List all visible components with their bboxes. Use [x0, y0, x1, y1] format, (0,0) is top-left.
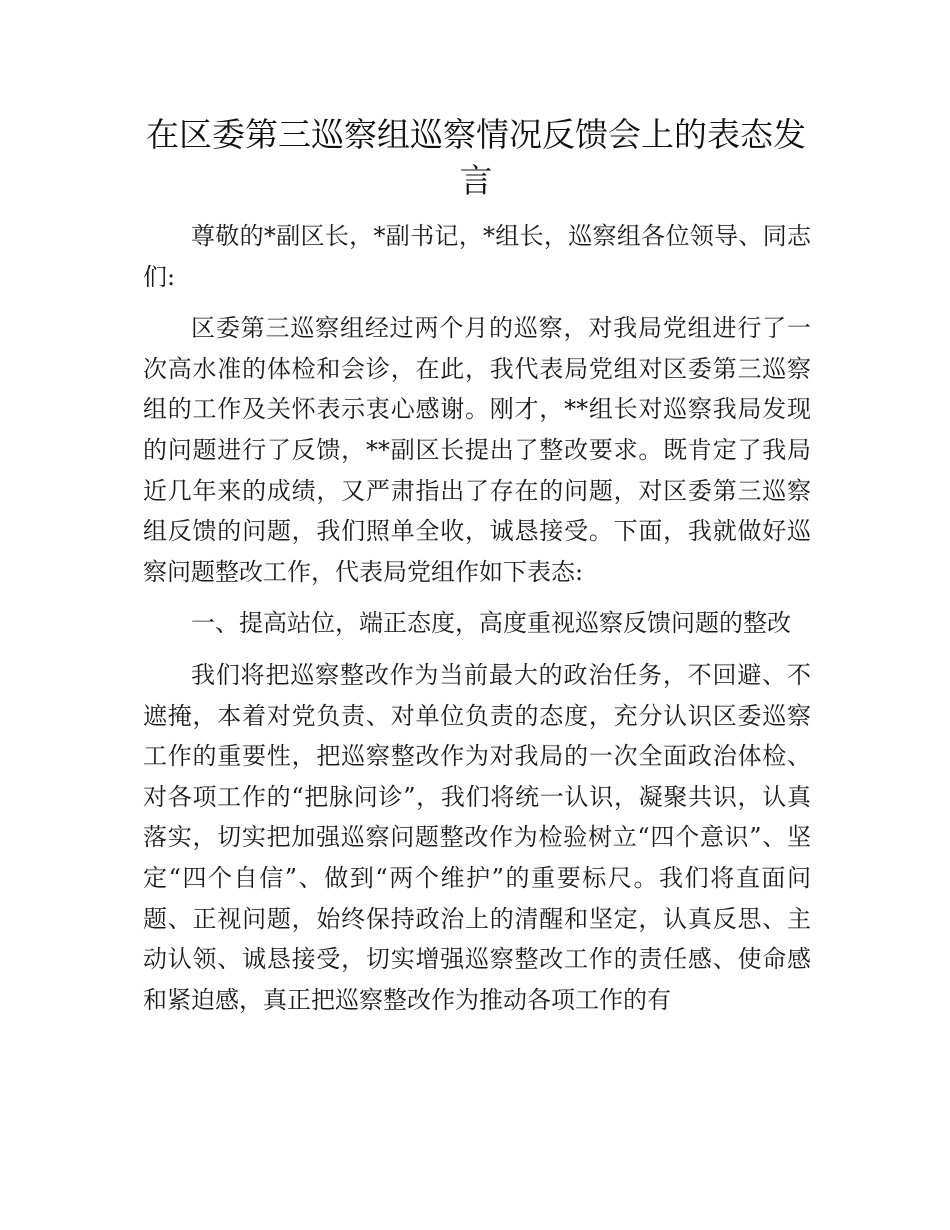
section-body-paragraph: 我们将把巡察整改作为当前最大的政治任务，不回避、不遮掩，本着对党负责、对单位负责的态度，充分认识区委巡察工作的重要性，把巡察整改作为对我局的一次全面政治体检、对各项工作的“把脉问诊”，我们将统一认识，凝聚共识，认真落实，切实把加强巡察问题整改作为检验树立“四个意识”、坚定“四个自信”、做到“两个维护”的重要标尺。我们将直面问题、正视问题，始终保持政治上的清醒和坚定，认真反思、主动认领、诚恳接受，切实增强巡察整改工作的责任感、使命感和紧迫感，真正把巡察整改作为推动各项工作的有 — [143, 660, 811, 1014]
section-heading: 一、提高站位，端正态度，高度重视巡察反馈问题的整改 — [191, 609, 791, 638]
intro-paragraph: 区委第三巡察组经过两个月的巡察，对我局党组进行了一次高水准的体检和会诊，在此，我代表局党组对区委第三巡察组的工作及关怀表示衷心感谢。刚才，**组长对巡察我局发现的问题进行了反馈，**副区长提出了整改要求。既肯定了我局近几年来的成绩，又严肃指出了存在的问题，对区委第三巡察组反馈的问题，我们照单全收，诚恳接受。下面，我就做好巡察问题整改工作，代表局党组作如下表态: — [143, 314, 811, 586]
salutation-paragraph: 尊敬的*副区长，*副书记，*组长，巡察组各位领导、同志们: — [143, 222, 811, 291]
document-body — [143, 216, 811, 1020]
document-title: 在区委第三巡察组巡察情况反馈会上的表态发言 — [146, 115, 806, 200]
